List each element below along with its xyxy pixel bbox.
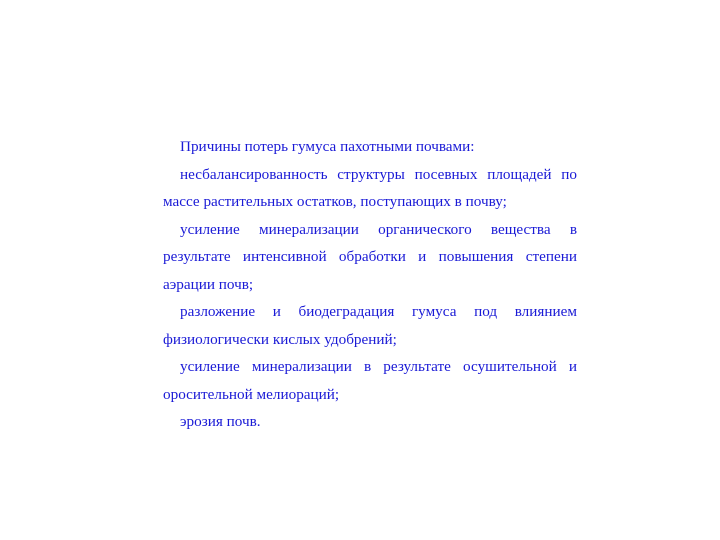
cause-item-3: разложение и биодеградация гумуса под влиянием физиологически кислых удобрений;: [163, 303, 577, 348]
body-text: [163, 133, 577, 436]
cause-item-4: усиление минерализации в результате осушительной и оросительной мелиораций;: [163, 358, 577, 403]
cause-item-2: усиление минерализации органического вещества в результате интенсивной обработки и повышения степени аэрации почв;: [163, 220, 577, 293]
cause-item-1: несбалансированность структуры посевных площадей по массе растительных остатков, поступающих в почву;: [163, 165, 577, 210]
heading-line: Причины потерь гумуса пахотными почвами:: [180, 138, 475, 155]
cause-item-5: эрозия почв.: [180, 413, 261, 430]
